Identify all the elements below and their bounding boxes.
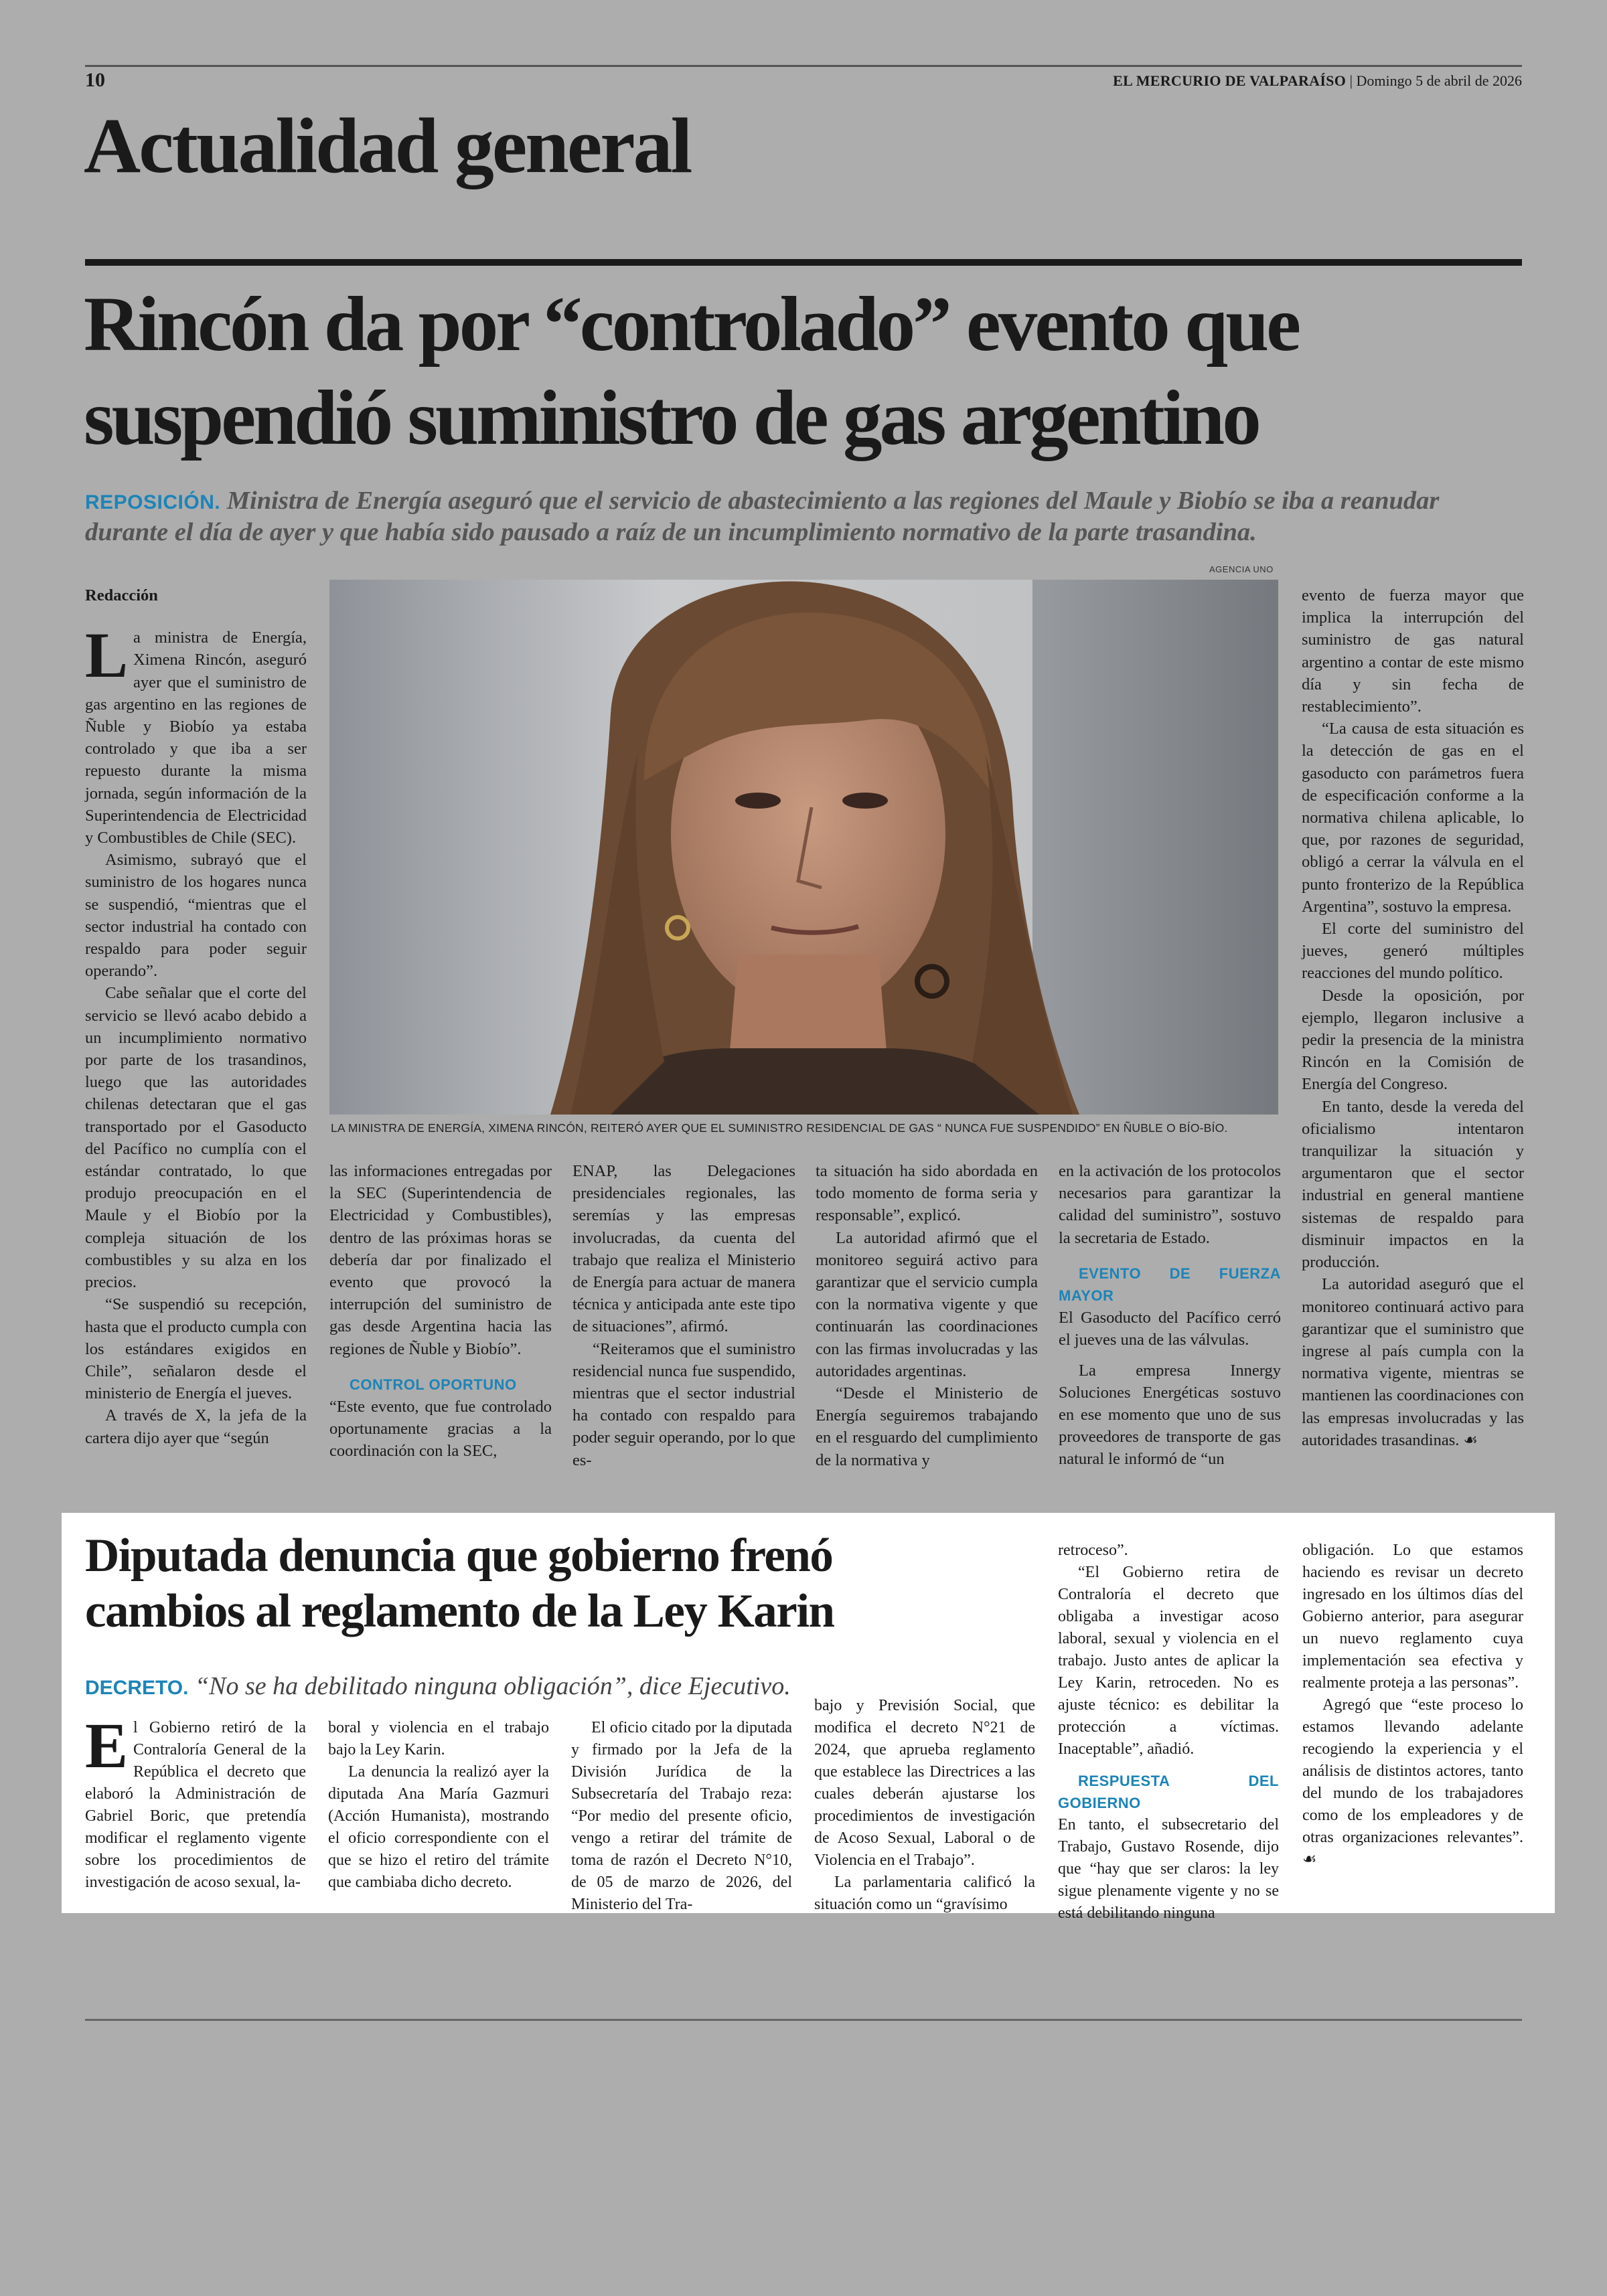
minister-photo (329, 580, 1278, 1115)
deck-text: “No se ha debilitado ninguna obligación”, dice Ejecutivo. (194, 1672, 791, 1700)
folio-separator: | (1349, 72, 1357, 89)
paragraph: La empresa Innergy Soluciones Energéticas sostuvo en ese momento que uno de sus proveedores de transporte de gas natural le informó de “un (1059, 1361, 1281, 1469)
paragraph: evento de fuerza mayor que implica la interrupción del suministro de gas natural argentino a contar de este mismo día y sin fecha de restablecimiento”. (1302, 586, 1524, 716)
drop-cap: L (85, 619, 129, 691)
paragraph: La ministra de Energía, Ximena Rincón, aseguró ayer que el suministro de gas argentino en las regiones de Ñuble y Biobío ya estaba controlado y que iba a ser repuesto durante la misma jornada, según información de la Superintendencia de Electricidad y Combustibles de Chile (SEC). (85, 619, 307, 847)
bottom-rule (85, 2019, 1522, 2021)
page-number: 10 (85, 69, 105, 91)
article2-column-2 (328, 1717, 549, 1894)
paragraph: ENAP, las Delegaciones presidenciales regionales, las seremías y las empresas involucradas, da cuenta del trabajo que realiza el Ministerio de Energía para actuar de manera técnica y anticipada ante este tipo de situaciones”, afirmó. (572, 1162, 795, 1336)
article1-column-5 (1059, 1160, 1281, 1471)
article2-column-3 (571, 1717, 792, 1916)
paragraph: A través de X, la jefa de la cartera dijo ayer que “según (85, 1406, 307, 1447)
article1-column-2 (329, 1160, 552, 1463)
paragraph: Agregó que “este proceso lo estamos llevando adelante recogiendo la experiencia y el análisis de distintos actores, tanto del mundo de los trabajadores como de los empleadores y de otras organizaciones relevantes”. ☙ (1302, 1696, 1523, 1868)
paragraph: “Desde el Ministerio de Energía seguiremos trabajando en el resguardo del cumplimiento de la normativa y (816, 1384, 1038, 1469)
paragraph: retroceso”. (1058, 1542, 1128, 1559)
subhead-respuesta-gobierno: RESPUESTA DEL GOBIERNO (1058, 1773, 1279, 1811)
deck-line-2: durante el día de ayer y que había sido pausado a raíz de un incumplimiento normativo de la parte trasandina. (85, 518, 1257, 546)
paragraph: “La causa de esta situación es la detección de gas en el gasoducto con parámetros fuera de especificación conforme a la normativa chilena aplicable, lo que, por razones de seguridad, obligó a cerrar la válvula en el punto fronterizo de la República Argentina”, sostuvo la empresa. (1302, 720, 1524, 916)
article1-deck (85, 486, 1525, 547)
photo-credit: AGENCIA UNO (1209, 564, 1274, 574)
paragraph: La denuncia la realizó ayer la diputada Ana María Gazmuri (Acción Humanista), mostrando el oficio correspondiente con el que se hizo el retiro del trámite que cambiaba dicho decreto. (328, 1763, 549, 1891)
paragraph: “Este evento, que fue controlado oportunamente gracias a la coordinación con la SEC, (329, 1398, 552, 1461)
article1-column-4 (816, 1160, 1038, 1471)
paragraph: La parlamentaria calificó la situación como un “gravísimo (814, 1874, 1035, 1913)
article2-headline (85, 1528, 834, 1639)
paragraph: En tanto, desde la vereda del oficialismo intentaron tranquilizar la situación y argumentaron que el sector industrial en general mantiene sistemas de respaldo para disminuir impactos en la producción. (1302, 1097, 1524, 1272)
issue-date: Domingo 5 de abril de 2026 (1356, 72, 1522, 89)
paragraph: “Se suspendió su recepción, hasta que el producto cumpla con los estándares exigidos en Chile”, señalaron desde el ministerio de Energía el jueves. (85, 1295, 307, 1403)
article1-column-3 (572, 1160, 795, 1471)
folio (1113, 72, 1522, 90)
paragraph: ta situación ha sido abordada en todo momento de forma seria y responsable”, explicó. (816, 1162, 1038, 1225)
end-mark-icon: ☙ (1302, 1851, 1317, 1868)
deck-kicker: REPOSICIÓN. (85, 491, 221, 513)
paragraph: Asimismo, subrayó que el suministro de los hogares nunca se suspendió, “mientras que el sector industrial ha contado con respaldo para poder seguir operando”. (85, 851, 307, 981)
headline-line-1: Diputada denuncia que gobierno frenó (85, 1530, 833, 1582)
article2-column-4 (814, 1695, 1035, 1916)
article2-column-6 (1302, 1540, 1523, 1871)
deck-line-1: Ministra de Energía aseguró que el servicio de abastecimiento a las regiones del Maule y Biobío se iba a reanudar (226, 487, 1440, 515)
paragraph: El corte del suministro del jueves, generó múltiples reacciones del mundo político. (1302, 920, 1524, 983)
end-mark-icon: ☙ (1463, 1431, 1478, 1449)
section-rule (85, 259, 1522, 266)
top-rule (85, 65, 1522, 67)
paragraph: Cabe señalar que el corte del servicio se llevó acabo debido a un incumplimiento normativo por parte de los trasandinos, luego que las autoridades chilenas detectaran que el gas transportado por el Gasoducto del Pacífico no cumplía con el estándar contratado, lo que produjo preocupación en el Maule y el Biobío por la compleja situación de los combustibles y su alza en los precios. (85, 984, 307, 1292)
paragraph: El Gasoducto del Pacífico cerró el jueves una de las válvulas. (1059, 1309, 1281, 1349)
paragraph: El Gobierno retiró de la Contraloría General de la República el decreto que elaboró la Administración de Gabriel Boric, que pretendía modificar el reglamento vigente sobre los procedimientos de investigación de acoso sexual, la- (85, 1710, 306, 1891)
paragraph: “Reiteramos que el suministro residencial nunca fue suspendido, mientras que el sector industrial ha contado con respaldo para poder seguir operando, por lo que es- (572, 1339, 795, 1469)
paragraph: bajo y Previsión Social, que modifica el decreto N°21 de 2024, que aprueba reglamento que establece las Directrices a las cuales deberán ajustarse los procedimientos de investigación de Acoso Sexual, Laboral o de Violencia en el Trabajo”. (814, 1697, 1035, 1869)
article1-column-1 (85, 584, 307, 1449)
subhead-evento-fuerza-mayor: EVENTO DE FUERZA MAYOR (1059, 1264, 1281, 1305)
drop-cap: E (85, 1710, 129, 1781)
article2-column-1 (85, 1710, 306, 1894)
portrait-illustration (329, 580, 1278, 1115)
photo-caption: LA MINISTRA DE ENERGÍA, XIMENA RINCÓN, REITERÓ AYER QUE EL SUMINISTRO RESIDENCIAL DE GAS “ NUNCA FUE SUSPENDIDO” EN ÑUBLE O BÍO-BÍO. (331, 1121, 1228, 1135)
article2-deck (85, 1671, 791, 1701)
subhead-control-oportuno: CONTROL OPORTUNO (350, 1376, 517, 1393)
paragraph: en la activación de los protocolos necesarios para garantizar la calidad del suministro”, sostuvo la secretaria de Estado. (1059, 1162, 1281, 1247)
deck-kicker: DECRETO. (85, 1677, 189, 1699)
paragraph: Desde la oposición, por ejemplo, llegaron inclusive a pedir la presencia de la ministra Rincón en la Comisión de Energía del Congreso. (1302, 986, 1524, 1094)
article2-column-5 (1058, 1540, 1279, 1924)
headline-line-2: cambios al reglamento de la Ley Karin (85, 1585, 834, 1637)
publication-name: EL MERCURIO DE VALPARAÍSO (1113, 72, 1347, 89)
paragraph: La autoridad afirmó que el monitoreo seguirá activo para garantizar que el servicio cumpla con la normativa vigente y que continuarán las coordinaciones con las firmas involucradas y las autoridades argentinas. (816, 1228, 1038, 1380)
article1-headline (84, 278, 1298, 465)
headline-line-1: Rincón da por “controlado” evento que (84, 281, 1299, 367)
section-title: Actualidad general (84, 102, 691, 189)
paragraph: obligación. Lo que estamos haciendo es revisar un decreto ingresado en los últimos días del Gobierno anterior, para asegurar un nuevo reglamento cuya implementación sea efectiva y realmente proteja a las personas”. (1302, 1542, 1523, 1692)
paragraph: las informaciones entregadas por la SEC (Superintendencia de Electricidad y Combustibles), dentro de las próximas horas se debería dar por finalizado el evento que provocó la interrupción del suministro de gas desde Argentina hacia las regiones de Ñuble y Biobío”. (329, 1162, 552, 1358)
byline: Redacción (85, 586, 158, 604)
paragraph: En tanto, el subsecretario del Trabajo, Gustavo Rosende, dijo que “hay que ser claros: la ley sigue plenamente vigente y no se está debilitando ninguna (1058, 1816, 1279, 1922)
paragraph: La autoridad aseguró que el monitoreo continuará activo para garantizar que el suministro que ingrese al país cumpla con la normativa vigente, mientras se mantienen las coordinaciones con las empresas involucradas y las autoridades trasandinas. ☙ (1302, 1275, 1524, 1449)
headline-line-2: suspendió suministro de gas argentino (84, 375, 1259, 461)
paragraph: “El Gobierno retira de Contraloría el decreto que obligaba a investigar acoso laboral, sexual y violencia en el trabajo. Justo antes de aplicar la Ley Karin, retroceden. No es ajuste técnico: es debilitar la protección a víctimas. Inaceptable”, añadió. (1058, 1564, 1279, 1758)
article1-column-6 (1302, 584, 1524, 1452)
paragraph: boral y violencia en el trabajo bajo la Ley Karin. (328, 1719, 549, 1758)
paragraph: El oficio citado por la diputada y firmado por la Jefa de la División Jurídica de la Subsecretaría del Trabajo reza: “Por medio del presente oficio, vengo a retirar del trámite de toma de razón el Decreto N°10, de 05 de marzo de 2026, del Ministerio del Tra- (571, 1719, 792, 1913)
